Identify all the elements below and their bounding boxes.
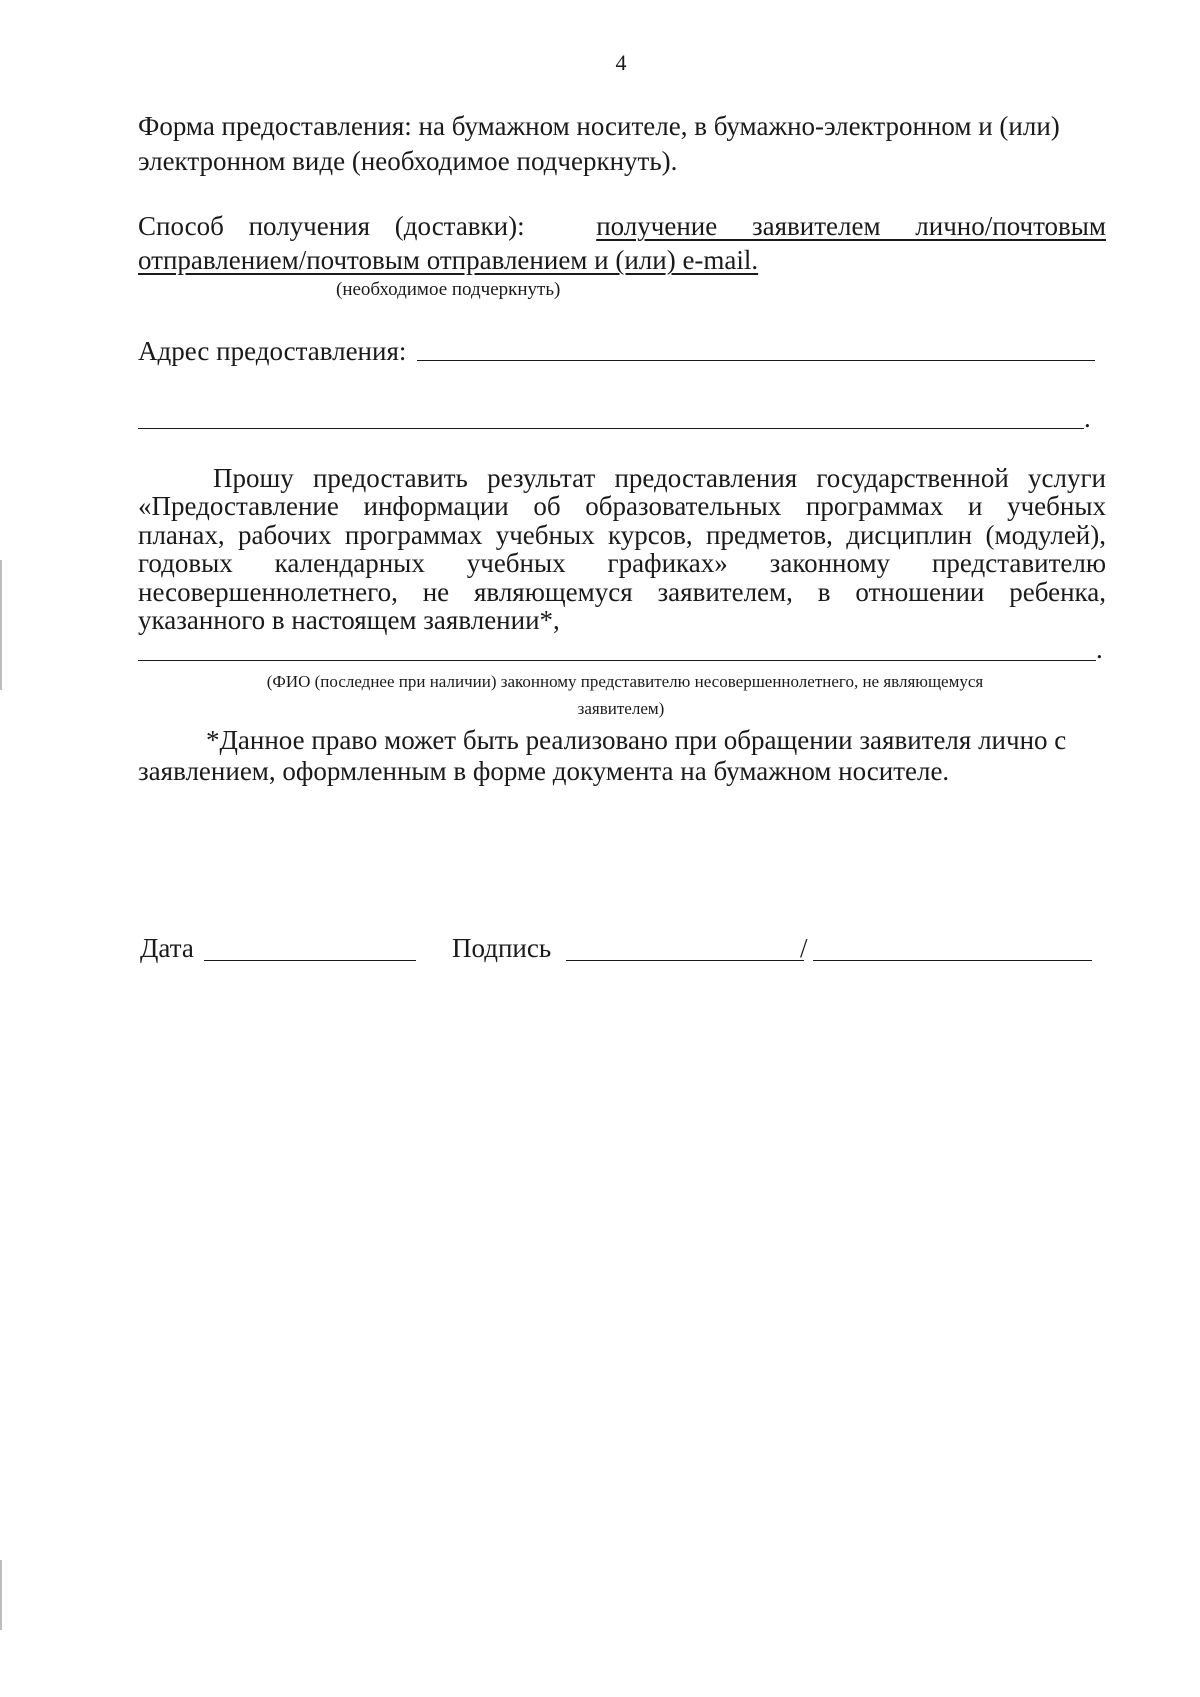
signature-name-fill-line[interactable] xyxy=(813,960,1092,961)
signature-fill-line[interactable] xyxy=(566,960,804,961)
footnote-line-2: заявлением, оформленным в форме документа на бумажном носителе. xyxy=(138,756,950,786)
form-of-provision-line-2: электронном виде (необходимое подчеркнуть). xyxy=(138,146,678,176)
method-of-receipt-line-2 xyxy=(138,244,758,276)
method-of-receipt-line-1 xyxy=(138,210,1106,242)
address-label: Адрес предоставления: xyxy=(138,336,407,366)
request-line-3: планах, рабочих программах учебных курсов, предметов, дисциплин (модулей), xyxy=(138,519,1106,550)
address-line-end: . xyxy=(1084,403,1091,433)
date-label: Дата xyxy=(140,933,194,963)
scan-edge-mark xyxy=(0,560,2,690)
method-options-part-1: получение заявителем лично/почтовым xyxy=(596,211,1106,241)
request-line-1: Прошу предоставить результат предоставления государственной услуги xyxy=(213,463,1106,493)
representative-name-fill-line xyxy=(138,660,1096,661)
signature-label: Подпись xyxy=(452,933,552,963)
method-options-part-2: отправлением/почтовым отправлением и (или) e-mail. xyxy=(138,245,759,275)
address-fill-line-1 xyxy=(417,360,1095,361)
request-paragraph xyxy=(138,464,1106,634)
method-label: Способ получения (доставки): xyxy=(138,211,525,241)
footnote-line-1: *Данное право может быть реализовано при обращении заявителя лично с xyxy=(206,725,1067,755)
date-fill-line[interactable] xyxy=(204,960,416,961)
scan-edge-mark xyxy=(0,1560,2,1630)
request-line-6: указанного в настоящем заявлении*, xyxy=(138,605,560,636)
request-line-4: годовых календарных учебных графиках» законному представителю xyxy=(138,548,1106,579)
representative-line-end: . xyxy=(1096,634,1103,664)
signature-separator: / xyxy=(800,933,808,963)
form-of-provision-line-1: Форма предоставления: на бумажном носителе, в бумажно-электронном и (или) xyxy=(138,111,1060,141)
representative-caption-text-1: (ФИО (последнее при наличии) законному представителю несовершеннолетнего, не являющемуся xyxy=(266,672,984,691)
representative-caption-line-1 xyxy=(170,670,1080,694)
address-fill-line-2 xyxy=(138,428,1084,429)
method-hint: (необходимое подчеркнуть) xyxy=(336,279,561,300)
request-line-2: «Предоставление информации об образовательных программах и учебных xyxy=(138,491,1106,522)
representative-caption-line-2: заявителем) xyxy=(577,699,665,718)
page-number: 4 xyxy=(615,50,627,75)
request-line-5: несовершеннолетнего, не являющемуся заявителем, в отношении ребенка, xyxy=(138,576,1106,607)
